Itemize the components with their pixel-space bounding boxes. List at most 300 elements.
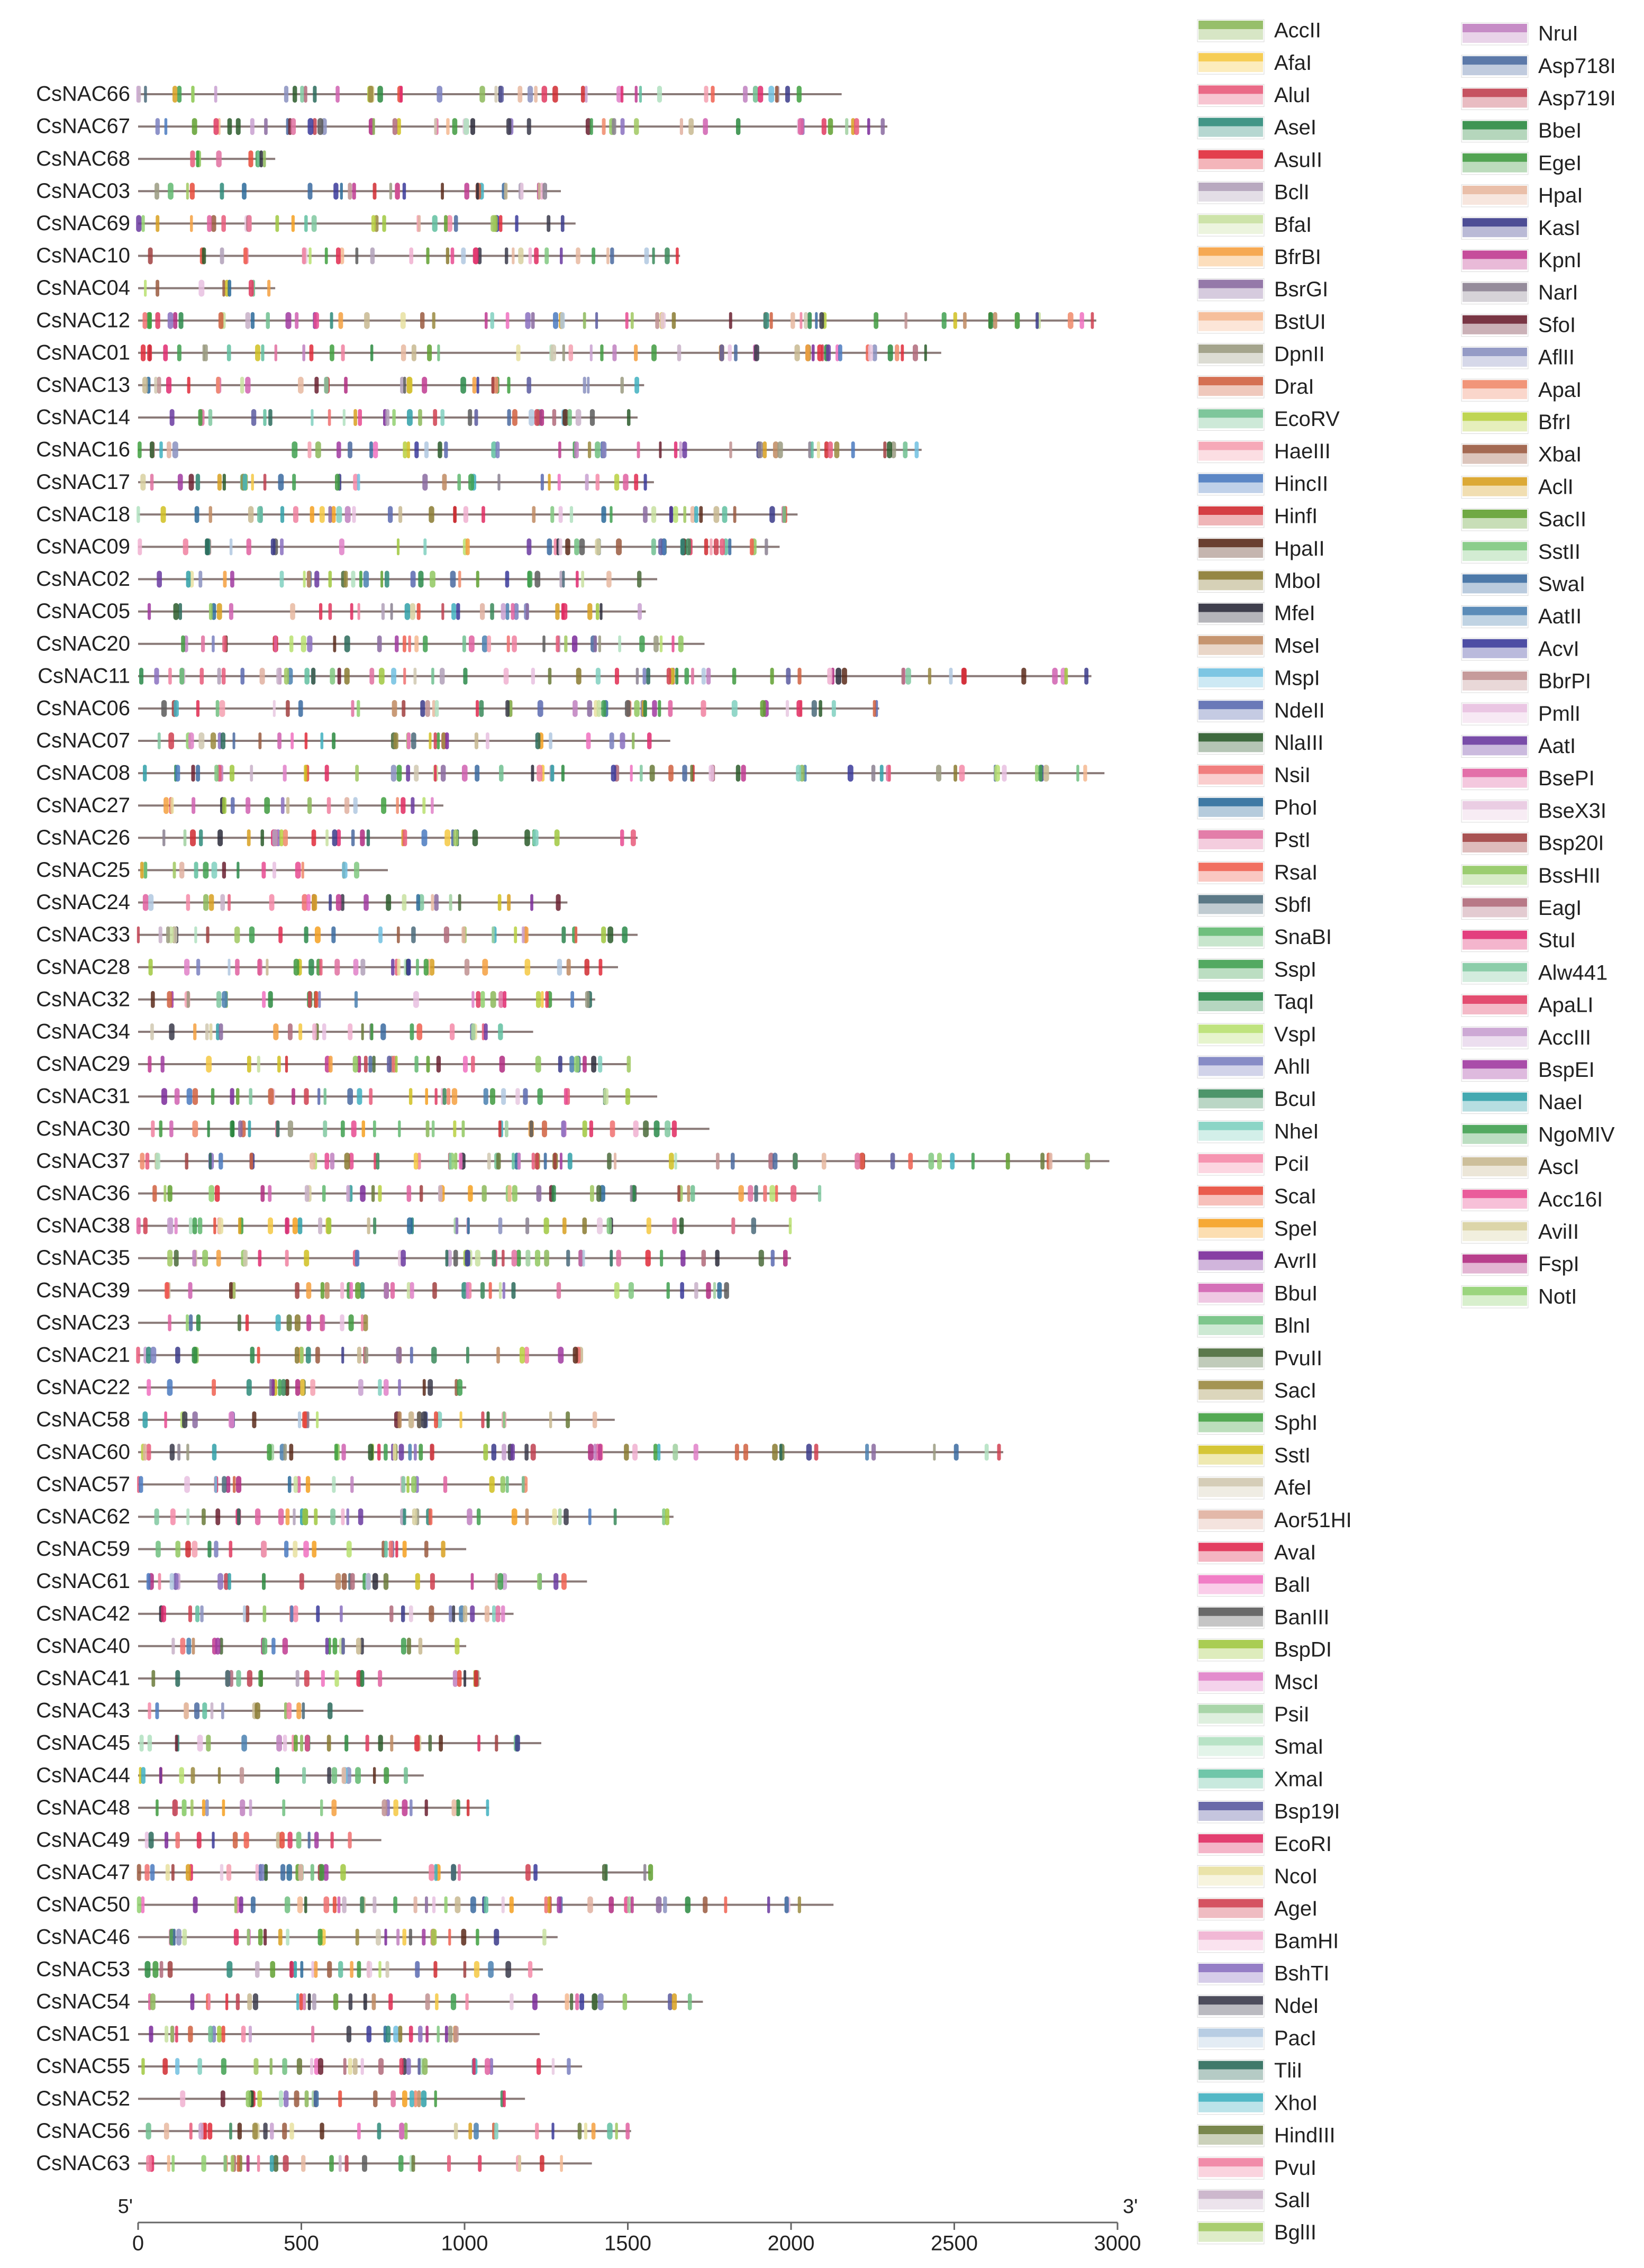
restriction-site-mark [180, 2090, 185, 2107]
restriction-site-mark [409, 1929, 412, 1946]
legend-swatch-shade [1198, 126, 1263, 137]
restriction-site-mark [608, 1897, 614, 1913]
legend-item [1197, 1153, 1310, 1176]
restriction-site-mark [607, 927, 613, 944]
restriction-site-mark [576, 409, 582, 426]
legend-swatch-shade [1198, 1486, 1263, 1497]
restriction-site-mark [452, 118, 458, 135]
restriction-site-mark [378, 1735, 383, 1752]
restriction-site-mark [453, 1670, 458, 1687]
legend-item [1197, 1541, 1316, 1564]
restriction-site-mark [473, 248, 479, 265]
restriction-site-mark [279, 829, 283, 846]
restriction-site-mark [155, 1508, 159, 1525]
restriction-site-mark [337, 441, 341, 458]
restriction-site-mark [672, 1218, 676, 1235]
restriction-site-mark [489, 1476, 495, 1493]
restriction-site-mark [953, 765, 957, 782]
restriction-site-mark [314, 312, 319, 329]
restriction-site-mark [203, 2122, 207, 2139]
restriction-site-mark [378, 1670, 382, 1687]
restriction-site-mark [258, 1670, 262, 1687]
restriction-site-mark [418, 571, 423, 588]
restriction-site-mark [731, 1153, 734, 1169]
legend-item [1197, 2156, 1316, 2180]
restriction-site-mark [276, 1120, 280, 1137]
restriction-site-mark [441, 765, 446, 782]
restriction-site-mark [304, 1897, 307, 1913]
restriction-site-mark [377, 1444, 380, 1460]
restriction-site-mark [307, 797, 312, 814]
restriction-site-mark [458, 1864, 461, 1881]
gene-row [36, 923, 638, 946]
restriction-site-mark [150, 1347, 156, 1364]
restriction-site-mark [196, 1314, 201, 1331]
restriction-site-mark [222, 280, 225, 297]
restriction-site-mark [302, 344, 305, 361]
restriction-site-mark [294, 1476, 298, 1493]
restriction-site-mark [553, 1573, 558, 1590]
restriction-site-mark [426, 1120, 430, 1137]
restriction-site-mark [430, 1444, 434, 1460]
gene-label: CsNAC25 [36, 858, 130, 882]
restriction-site-mark [1035, 765, 1039, 782]
legend-item [1461, 1058, 1595, 1082]
restriction-site-mark [297, 2058, 302, 2075]
restriction-site-mark [268, 991, 273, 1008]
restriction-site-mark [530, 894, 533, 911]
legend-swatch-shade [1198, 1940, 1263, 1951]
restriction-site-mark [404, 1767, 408, 1784]
restriction-site-mark [355, 991, 358, 1008]
legend-swatch [1463, 1157, 1527, 1166]
restriction-site-mark [348, 1831, 351, 1848]
gene-row [36, 1634, 466, 1657]
legend-swatch-shade [1463, 292, 1527, 302]
restriction-site-mark [783, 1250, 788, 1267]
restriction-site-mark [314, 1961, 317, 1978]
legend-swatch [1463, 1287, 1527, 1295]
restriction-site-mark [598, 1056, 602, 1073]
gene-label: CsNAC23 [36, 1311, 130, 1335]
restriction-site-mark [372, 1993, 376, 2010]
restriction-site-mark [434, 894, 439, 911]
restriction-site-mark [334, 1444, 338, 1460]
legend-label: PsiI [1274, 1702, 1310, 1726]
legend-label: KasI [1538, 216, 1581, 240]
restriction-site-mark [395, 1056, 397, 1073]
restriction-site-mark [360, 1670, 364, 1687]
restriction-site-mark [150, 474, 153, 491]
restriction-site-mark [616, 538, 622, 555]
restriction-site-mark [352, 506, 356, 523]
restriction-site-mark [196, 959, 200, 976]
restriction-site-mark [296, 1831, 302, 1848]
restriction-site-mark [336, 894, 341, 911]
restriction-site-mark [643, 1864, 646, 1881]
restriction-site-mark [242, 183, 247, 199]
restriction-site-mark [465, 959, 469, 976]
restriction-site-mark [220, 700, 225, 717]
legend-swatch [1463, 186, 1527, 194]
restriction-site-mark [558, 1056, 562, 1073]
restriction-site-mark [171, 1864, 175, 1881]
legend-label: NarI [1538, 281, 1578, 305]
restriction-site-mark [720, 538, 725, 555]
restriction-site-mark [653, 636, 659, 652]
restriction-site-mark [257, 1347, 260, 1364]
restriction-site-mark [154, 668, 159, 685]
gene-row [36, 1537, 466, 1561]
legend-label: BspDI [1274, 1638, 1332, 1662]
restriction-site-mark [168, 183, 174, 199]
restriction-site-mark [342, 861, 347, 878]
restriction-site-mark [391, 668, 396, 685]
legend-item [1197, 1282, 1318, 1305]
restriction-site-mark [545, 991, 549, 1008]
legend-swatch [1463, 1222, 1527, 1230]
legend-label: Acc16I [1538, 1187, 1603, 1211]
restriction-site-mark [315, 441, 321, 458]
gene-row [36, 373, 644, 396]
restriction-site-mark [247, 1670, 252, 1687]
gene-row [36, 1149, 1109, 1173]
gene-row [36, 1473, 528, 1496]
legend-swatch-shade [1198, 903, 1263, 914]
restriction-site-mark [607, 2122, 612, 2139]
restriction-site-mark [422, 797, 425, 814]
restriction-site-mark [335, 1573, 341, 1590]
restriction-site-mark [623, 1993, 628, 2010]
restriction-site-mark [155, 1702, 159, 1719]
restriction-site-mark [235, 959, 240, 976]
restriction-site-mark [679, 1218, 684, 1235]
legend-item [1461, 1220, 1579, 1244]
restriction-site-mark [743, 1444, 748, 1460]
restriction-site-mark [261, 1864, 265, 1881]
restriction-site-mark [673, 506, 678, 523]
restriction-site-mark [343, 409, 346, 426]
legend-swatch [1198, 118, 1263, 126]
restriction-site-mark [341, 344, 345, 361]
restriction-site-mark [596, 1185, 601, 1202]
gene-label: CsNAC51 [36, 2022, 130, 2046]
restriction-site-mark [592, 1993, 597, 2010]
restriction-site-mark [302, 1702, 305, 1719]
legend-swatch-shade [1198, 1648, 1263, 1659]
restriction-site-mark [446, 1250, 449, 1267]
restriction-site-mark [207, 2122, 212, 2139]
restriction-site-mark [300, 1347, 304, 1364]
restriction-site-mark [798, 1897, 801, 1913]
restriction-site-mark [409, 248, 413, 265]
gene-row [36, 1408, 615, 1431]
legend-label: AfeI [1274, 1476, 1312, 1500]
restriction-site-mark [487, 636, 491, 652]
restriction-site-mark [558, 1347, 564, 1364]
restriction-site-mark [460, 377, 466, 394]
restriction-site-mark [401, 1476, 405, 1493]
restriction-site-mark [290, 732, 294, 749]
restriction-site-mark [495, 1573, 497, 1590]
restriction-site-mark [192, 1250, 196, 1267]
legend-item [1461, 1026, 1591, 1049]
restriction-site-mark [422, 1929, 425, 1946]
legend-item [1461, 864, 1601, 887]
restriction-site-mark [505, 700, 510, 717]
gene-row [36, 2152, 592, 2175]
restriction-site-mark [760, 700, 766, 717]
restriction-site-mark [437, 732, 440, 749]
restriction-site-mark [466, 1282, 469, 1299]
restriction-site-mark [528, 1961, 532, 1978]
legend-swatch [1463, 542, 1527, 550]
restriction-site-mark [203, 861, 208, 878]
restriction-site-mark [330, 1508, 335, 1525]
restriction-site-mark [208, 1185, 214, 1202]
restriction-site-mark [805, 344, 810, 361]
restriction-site-mark [361, 1023, 364, 1040]
restriction-site-mark [535, 1153, 539, 1169]
restriction-site-mark [144, 1864, 149, 1881]
restriction-site-mark [396, 1347, 402, 1364]
restriction-site-mark [634, 377, 639, 394]
restriction-site-mark [520, 1347, 525, 1364]
restriction-site-mark [814, 1444, 819, 1460]
restriction-site-mark [397, 538, 399, 555]
restriction-site-mark [336, 248, 341, 265]
restriction-site-mark [290, 603, 295, 620]
restriction-site-mark [448, 1929, 451, 1946]
restriction-site-mark [631, 1897, 634, 1913]
gene-row [36, 1893, 833, 1916]
restriction-site-mark [476, 571, 479, 588]
restriction-site-mark [569, 344, 573, 361]
restriction-site-mark [165, 1831, 168, 1848]
restriction-site-mark [477, 1735, 480, 1752]
restriction-site-mark [437, 86, 442, 103]
restriction-site-mark [674, 441, 677, 458]
restriction-site-mark [601, 506, 606, 523]
restriction-site-mark [325, 1638, 329, 1655]
restriction-site-mark [410, 1799, 413, 1816]
restriction-site-mark [672, 1120, 677, 1137]
restriction-site-mark [590, 118, 593, 135]
restriction-site-mark [451, 1993, 456, 2010]
restriction-site-mark [507, 409, 511, 426]
restriction-site-mark [222, 1799, 225, 1816]
restriction-site-mark [502, 1250, 504, 1267]
restriction-site-mark [647, 1218, 651, 1235]
restriction-site-mark [190, 215, 193, 232]
restriction-site-mark [924, 344, 927, 361]
restriction-site-mark [512, 1185, 517, 1202]
restriction-site-mark [406, 2058, 411, 2075]
restriction-site-mark [473, 377, 477, 394]
restriction-site-mark [356, 248, 359, 265]
restriction-site-mark [537, 2058, 541, 2075]
restriction-site-mark [271, 538, 276, 555]
restriction-site-mark [785, 86, 790, 103]
restriction-site-mark [348, 2058, 352, 2075]
restriction-site-mark [249, 1088, 252, 1105]
legend-item [1461, 249, 1582, 272]
legend-swatch [1463, 639, 1527, 648]
restriction-site-mark [180, 1638, 185, 1655]
restriction-site-mark [286, 312, 292, 329]
restriction-site-mark [391, 765, 396, 782]
legend-label: Aor51HI [1274, 1508, 1352, 1532]
restriction-site-mark [342, 1767, 346, 1784]
restriction-site-mark [279, 2090, 283, 2107]
restriction-site-mark [542, 636, 545, 652]
restriction-site-mark [412, 2155, 415, 2172]
gene-row [36, 1570, 587, 1593]
legend-label: TaqI [1274, 990, 1314, 1014]
restriction-site-mark [209, 894, 214, 911]
restriction-site-mark [330, 344, 334, 361]
restriction-site-mark [512, 248, 514, 265]
restriction-site-mark [343, 2058, 347, 2075]
restriction-site-mark [260, 829, 264, 846]
legend-swatch-shade [1198, 191, 1263, 202]
restriction-site-mark [161, 506, 166, 523]
restriction-site-mark [264, 1864, 268, 1881]
restriction-site-mark [536, 991, 541, 1008]
legend-label: FspI [1538, 1253, 1579, 1276]
restriction-site-mark [595, 538, 601, 555]
restriction-site-mark [724, 1897, 727, 1913]
restriction-site-mark [798, 118, 804, 135]
restriction-site-mark [205, 1799, 209, 1816]
restriction-site-mark [576, 668, 582, 685]
restriction-site-mark [453, 829, 459, 846]
restriction-site-mark [328, 1702, 332, 1719]
legend-swatch-shade [1463, 324, 1527, 334]
restriction-site-mark [228, 894, 231, 911]
restriction-site-mark [340, 183, 343, 199]
restriction-site-mark [267, 280, 270, 297]
legend-label: BseX3I [1538, 799, 1606, 823]
restriction-site-mark [407, 441, 410, 458]
restriction-site-mark [333, 183, 338, 199]
restriction-site-mark [298, 1864, 304, 1881]
restriction-site-mark [525, 312, 530, 329]
restriction-site-mark [307, 118, 313, 135]
restriction-site-mark [423, 636, 428, 652]
gene-label: CsNAC68 [36, 147, 130, 170]
restriction-site-mark [266, 959, 268, 976]
restriction-site-mark [345, 506, 351, 523]
restriction-site-mark [525, 1508, 529, 1525]
restriction-site-mark [197, 1735, 203, 1752]
restriction-site-mark [479, 700, 484, 717]
restriction-site-mark [505, 1120, 508, 1137]
restriction-site-mark [667, 668, 671, 685]
legend-swatch [1198, 1251, 1263, 1260]
restriction-site-mark [320, 1864, 324, 1881]
legend-item [1197, 602, 1315, 625]
restriction-site-mark [378, 1961, 381, 1978]
restriction-site-mark [280, 506, 284, 523]
restriction-site-mark [270, 2058, 273, 2075]
restriction-site-mark [425, 2026, 429, 2043]
restriction-site-mark [506, 312, 510, 329]
legend-swatch-shade [1463, 453, 1527, 464]
restriction-site-mark [548, 1897, 551, 1913]
restriction-site-mark [359, 571, 362, 588]
restriction-site-mark [280, 538, 284, 555]
restriction-site-mark [282, 1799, 285, 1816]
restriction-site-mark [430, 1573, 435, 1590]
restriction-site-mark [302, 1767, 306, 1784]
restriction-site-mark [498, 1120, 502, 1137]
restriction-site-mark [499, 1282, 502, 1299]
restriction-site-mark [233, 1282, 236, 1299]
restriction-site-mark [390, 1282, 395, 1299]
restriction-site-mark [187, 377, 190, 394]
restriction-site-mark [800, 312, 802, 329]
gene-row [36, 1053, 631, 1076]
restriction-site-mark [498, 991, 504, 1008]
restriction-site-mark [293, 506, 298, 523]
restriction-site-mark [191, 1767, 195, 1784]
restriction-site-mark [181, 636, 185, 652]
restriction-site-mark [702, 1250, 706, 1267]
legend-item [1461, 378, 1582, 402]
restriction-site-mark [587, 1897, 593, 1913]
restriction-site-mark [312, 829, 316, 846]
restriction-site-mark [542, 183, 547, 199]
legend-swatch [1463, 1255, 1527, 1263]
legend-item [1461, 119, 1582, 142]
legend-label: MseI [1274, 634, 1320, 658]
restriction-site-mark [305, 1185, 309, 1202]
restriction-site-mark [544, 248, 549, 265]
restriction-site-mark [445, 732, 449, 749]
restriction-site-mark [711, 86, 714, 103]
restriction-site-mark [651, 506, 656, 523]
restriction-site-mark [222, 991, 228, 1008]
restriction-site-mark [594, 636, 597, 652]
restriction-site-mark [217, 2026, 221, 2043]
gene-row [36, 1246, 791, 1269]
restriction-site-mark [729, 441, 732, 458]
restriction-site-mark [408, 1444, 412, 1460]
restriction-site-mark [535, 1056, 541, 1073]
restriction-site-mark [356, 1638, 361, 1655]
gene-row [36, 826, 638, 849]
restriction-site-mark [205, 538, 209, 555]
restriction-site-mark [949, 668, 953, 685]
restriction-site-mark [319, 603, 322, 620]
restriction-site-mark [733, 506, 737, 523]
legend-swatch [1463, 898, 1527, 906]
legend-swatch-shade [1198, 806, 1263, 817]
legend-label: KpnI [1538, 248, 1582, 272]
restriction-site-mark [335, 86, 340, 103]
restriction-site-mark [167, 991, 172, 1008]
legend-label: HaeIII [1274, 440, 1331, 464]
restriction-site-mark [517, 1153, 521, 1169]
restriction-site-mark [437, 344, 440, 361]
restriction-site-mark [988, 312, 993, 329]
restriction-site-mark [561, 927, 566, 944]
restriction-site-mark [260, 150, 263, 167]
legend-swatch-shade [1198, 321, 1263, 331]
restriction-site-mark [288, 1120, 293, 1137]
restriction-site-mark [346, 1185, 350, 1202]
